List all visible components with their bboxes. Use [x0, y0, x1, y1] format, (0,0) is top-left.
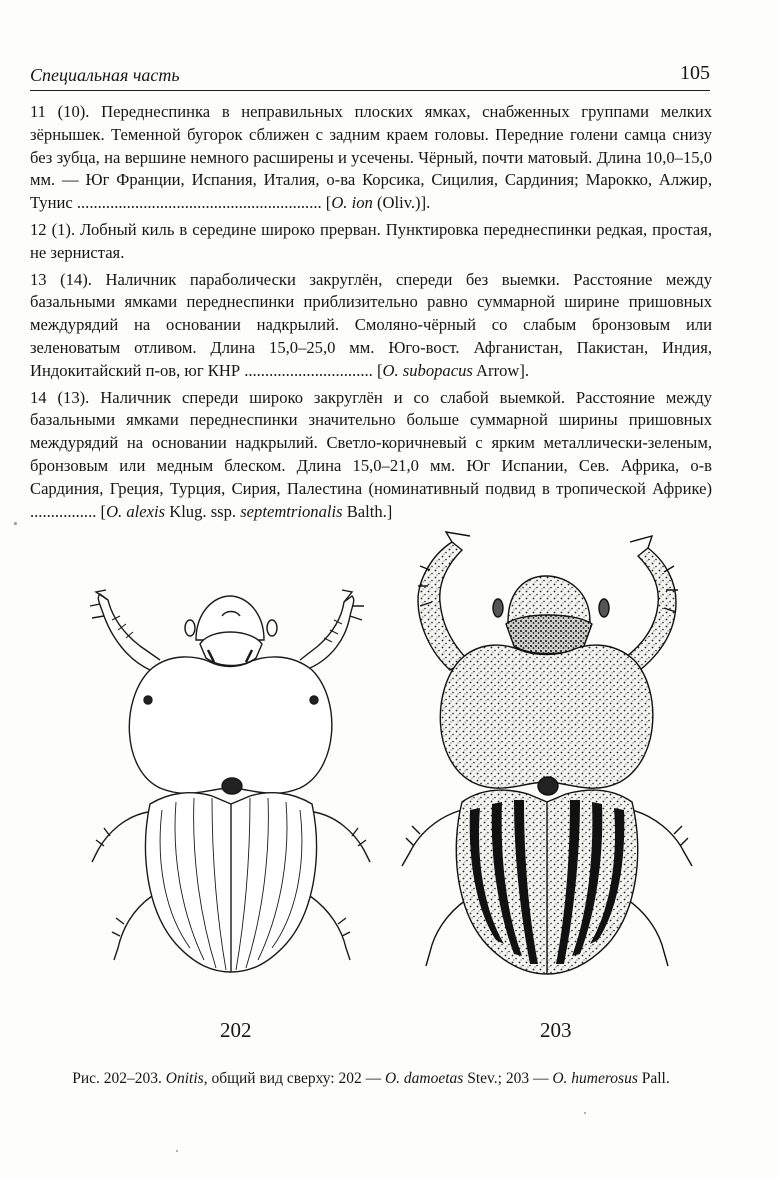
paper-speck	[584, 1112, 586, 1114]
reference	[101, 502, 393, 521]
couplet-number: 14 (13).	[30, 387, 90, 407]
species-name: O. alexis	[106, 501, 166, 521]
couplet-text: Наличник параболически закруглён, спереди без выемки. Расстояние между базальными ямками переднеспинки приблизительно равно суммарной ширине пришовных междурядий на основании надкрылий. Смоляно-чёрный со слабым бронзовым или зеленоватым отливом. Длина 15,0–25,0 мм. Юго-вост. Афганистан, Пакистан, Индия, Индокитайский п-ов, юг КНР ...............................	[30, 269, 712, 380]
running-title: Специальная часть	[30, 65, 180, 85]
key-couplet	[30, 219, 712, 265]
couplet-text: Наличник спереди широко закруглён и со слабой выемкой. Расстояние между базальными ямками переднеспинки значительно больше суммарной ширины пришовных междурядий на основании надкрылий. Светло-коричневый с ярким металлически-зеленым, бронзовым или медным блеском. Длина 15,0–21,0 мм. Юг Испании, Сев. Африка, о-в Сардиния, Греция, Турция, Сирия, Палестина (номинативный подвид в тропической Африке) ................	[30, 387, 712, 521]
caption-prefix: Рис. 202–203.	[72, 1070, 166, 1087]
reference	[377, 361, 529, 380]
caption-middle: , общий вид сверху: 202 —	[203, 1070, 385, 1087]
caption-species-2: O. humerosus	[552, 1070, 638, 1087]
species-author: (Oliv.)].	[372, 193, 431, 213]
reference	[326, 193, 430, 212]
key-couplet	[30, 387, 712, 524]
reference-bracket: [	[376, 360, 383, 380]
reference-bracket: [	[325, 193, 332, 213]
figure-caption	[30, 1070, 712, 1088]
species-name: O. ion	[331, 193, 373, 213]
beetle-202-illustration	[90, 590, 370, 972]
subspecies-name: septemtrionalis	[240, 501, 343, 521]
page-header	[30, 62, 710, 91]
couplet-number: 12 (1).	[30, 219, 76, 239]
couplet-text: Лобный киль в середине широко прерван. Пунктировка переднеспинки редкая, простая, не зернистая.	[30, 219, 712, 262]
beetle-figures	[0, 520, 780, 1040]
reference-bracket: [	[100, 501, 107, 521]
figure-number-202: 202	[220, 1018, 252, 1042]
caption-author-2: Pall.	[637, 1070, 670, 1087]
caption-species-1: O. damoetas	[384, 1070, 464, 1087]
key-couplets	[30, 101, 712, 523]
key-couplet	[30, 269, 712, 383]
species-author: Klug. ssp.	[165, 501, 241, 521]
paper-speck	[176, 1150, 178, 1152]
couplet-number: 11 (10).	[30, 102, 90, 121]
paper-speck	[14, 522, 17, 525]
figure-number-203: 203	[540, 1018, 572, 1042]
couplet-number: 13 (14).	[30, 269, 92, 289]
caption-genus: Onitis	[165, 1070, 204, 1087]
caption-author-1: Stev.; 203 —	[463, 1070, 553, 1087]
subspecies-author: Balth.]	[342, 501, 393, 521]
key-couplet	[30, 101, 712, 215]
species-author: Arrow].	[472, 360, 530, 380]
page-number: 105	[680, 62, 710, 84]
couplet-text: Переднеспинка в неправильных плоских ямках, снабженных группами мелких зёрнышек. Теменной бугорок сближен с задним краем головы. Передние голени самца снизу без зубца, на вершине немного расширены и усечены. Чёрный, почти матовый. Длина 10,0–15,0 мм. — Юг Франции, Испания, Италия, о-ва Корсика, Сицилия, Сардиния; Марокко, Алжир, Тунис ...........................................................	[30, 102, 712, 213]
beetle-203-illustration	[402, 532, 692, 974]
species-name: O. subopacus	[382, 360, 473, 380]
